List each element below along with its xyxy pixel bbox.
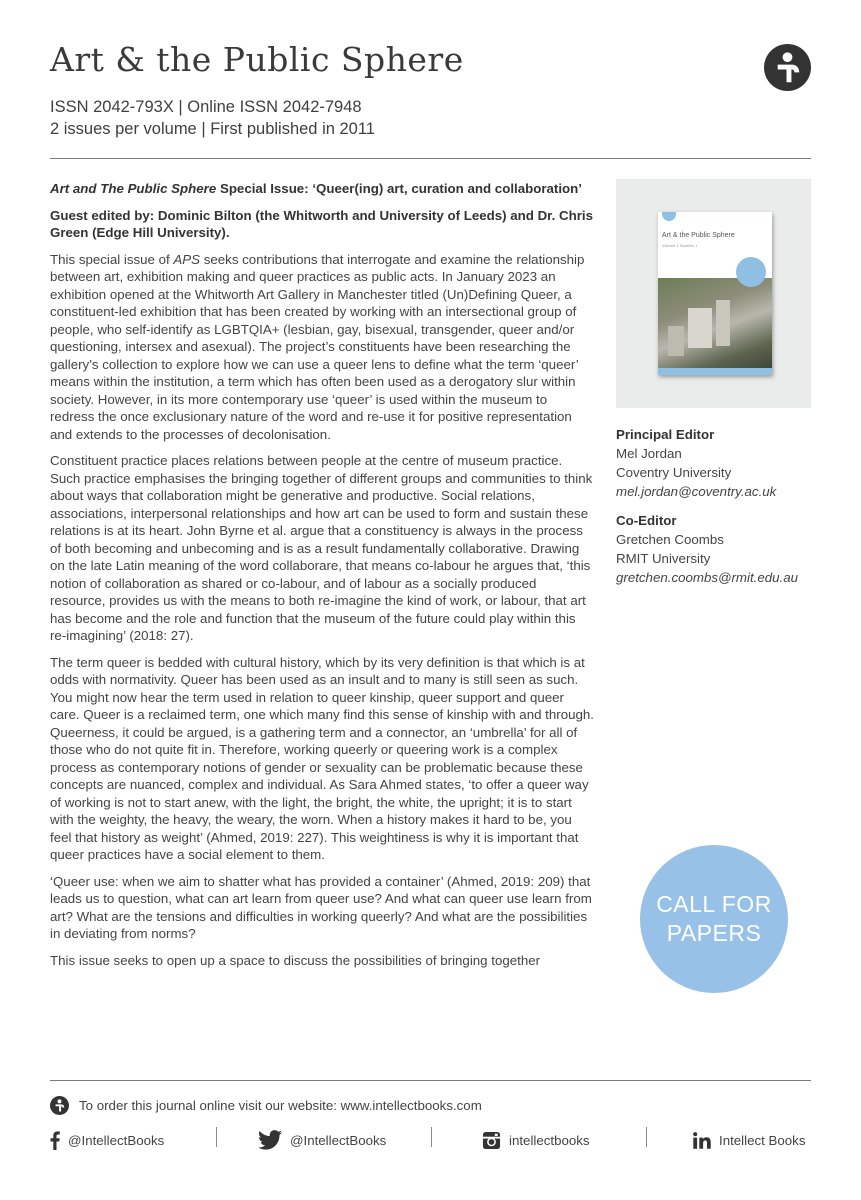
cover-title: Art & the Public Sphere [662, 232, 735, 239]
twitter-handle: @IntellectBooks [290, 1132, 387, 1148]
twitter-icon [258, 1130, 282, 1150]
co-editor-affiliation: RMIT University [616, 551, 711, 566]
cover-photo-shape [668, 326, 684, 356]
cover-photo [658, 278, 772, 368]
facebook-handle: @IntellectBooks [68, 1132, 165, 1148]
instagram-link[interactable] [482, 1128, 590, 1152]
cover-tab [662, 212, 676, 221]
intellect-logo-icon [50, 1096, 69, 1115]
cover-subtitle: Volume 1 Number 1 [662, 243, 698, 248]
linkedin-handle: Intellect Books [719, 1132, 806, 1148]
linkedin-icon [693, 1132, 711, 1149]
facebook-link[interactable] [50, 1128, 164, 1152]
footer-separator [216, 1127, 217, 1147]
footer-separator [646, 1127, 647, 1147]
cover-footer-bar [658, 368, 772, 375]
frequency-line: 2 issues per volume | First published in 2011 [50, 120, 375, 138]
paragraph-5: This issue seeks to open up a space to discuss the possibilities of bringing together [50, 952, 541, 968]
instagram-icon [482, 1131, 501, 1150]
co-editor-name: Gretchen Coombs [616, 532, 724, 547]
principal-editor-label: Principal Editor [616, 427, 715, 442]
paragraph-1-lead: This special issue of [50, 251, 174, 267]
call-for-papers-badge [640, 845, 788, 993]
journal-info [50, 96, 375, 140]
paragraph-3: The term queer is bedded with cultural history, which by its very definition is that which is at odds with normativity. Queer has been used as an insult and to many is still seen as such. You might now hear the term used in relation to queer kinship, queer support and queer care. Queer is a reclaimed term, one which many find this sense of kinship with and through. Queerness, it could be argued, is a gathering term and a connector, an ‘umbrella’ for all of those who do not quite fit in. Therefore, working queerly or queering work is a complex process as contemporary notions of gender or sexuality can be problematic because these concepts are nuanced, complex and individual. As Sara Ahmed states, ‘to offer a queer way of working is not to start anew, with the light, the bright, the white, the upright; it is to start with the weighty, the heavy, the weary, the worn. When a history makes it hard to be, you feel that history as weight’ (Ahmed, 2019: 227). This weightiness is why it is important that queer practices have a social element to them. [50, 654, 594, 862]
cover-photo-shape [716, 300, 730, 346]
facebook-icon [50, 1131, 60, 1150]
paragraph-1 [50, 251, 595, 444]
order-website-link[interactable]: To order this journal online visit our website: www.intellectbooks.com [79, 1097, 482, 1113]
paragraph-1-rest: seeks contributions that interrogate and examine the relationship between art, exhibition making and queer practices as public acts. In January 2023 an exhibition opened at the Whitworth Art Gallery in Manchester titled (Un)Defining Queer, a constituent-led exhibition that has been created by working with an intersectional group of people, who self-identify as LGBTQIA+ (lesbian, gay, bisexual, transgender, queer and/or questioning, intersex and asexual). The project’s constituents have been researching the gallery’s collection to explore how we can use a queer lens to define what the term ‘queer’ means within the institution, a term which has often been used as a derogatory slur within society. However, in its more contemporary use ‘queer’ is used within the museum to redress the once exclusionary nature of the word and re-use it for positive representation and extends to the processes of decolonisation. [50, 251, 585, 442]
principal-editor-block [616, 425, 776, 501]
cfp-line-2: PAPERS [666, 920, 762, 946]
journal-title: Art & the Public Sphere [50, 40, 464, 79]
co-editor-email[interactable]: gretchen.coombs@rmit.edu.au [616, 570, 799, 585]
linkedin-link[interactable] [693, 1128, 805, 1152]
paragraph-2: Constituent practice places relations between people at the centre of museum practice. Such practice emphasises the bringing together of different groups and communities to think about ways that collaboration might be generative and productive. Social relations, associations, interpersonal relationships and how art can be used to form and sustain these relations is at its heart. John Byrne et al. argue that a constituency is always in the process of both becoming and unbecoming and is as a result fundamentally collaborative. Drawing on the late Latin meaning of the word collaborare, that means co-labour he argues that, ‘this notion of collaboration as shared or co-labour, and of labour as a socially produced resource, provides us with the means to both re-imagine the kind of work, or labour, that art has become and the role and function that the museum of the future could play within this re-imagining’ (2018: 27). [50, 453, 593, 643]
journal-cover-panel [616, 179, 811, 408]
call-for-papers-body [50, 180, 595, 978]
intellect-logo-icon [764, 44, 811, 91]
journal-cover-image [658, 212, 772, 375]
paragraph-1-italic: APS [173, 251, 201, 267]
principal-editor-email[interactable]: mel.jordan@coventry.ac.uk [616, 484, 777, 499]
cfp-line-1: CALL FOR [656, 891, 772, 917]
principal-editor-name: Mel Jordan [616, 446, 682, 461]
issn-line: ISSN 2042-793X | Online ISSN 2042-7948 [50, 98, 362, 116]
co-editor-label: Co-Editor [616, 513, 677, 528]
call-for-papers-text [654, 890, 774, 948]
footer-separator [431, 1127, 432, 1147]
principal-editor-affiliation: Coventry University [616, 465, 732, 480]
cover-badge [736, 257, 766, 287]
journal-name-italic: Art and The Public Sphere [50, 181, 217, 196]
special-issue-title-rest: Special Issue: ‘Queer(ing) art, curation and collaboration’ [216, 181, 582, 196]
co-editor-block [616, 511, 798, 587]
twitter-link[interactable] [258, 1128, 386, 1152]
special-issue-title [50, 180, 595, 198]
footer-divider [50, 1080, 811, 1081]
cover-photo-shape [688, 308, 712, 348]
guest-editors: Guest edited by: Dominic Bilton (the Whitworth and University of Leeds) and Dr. Chris Green (Edge Hill University). [50, 207, 593, 240]
paragraph-4: ‘Queer use: when we aim to shatter what has provided a container’ (Ahmed, 2019: 209) that leads us to question, what can art learn from queer use? And what can queer use learn from art? What are the tensions and difficulties in working queerly? And what are the possibilities in deviating from norms? [50, 873, 592, 941]
order-row [50, 1093, 482, 1117]
header-divider [50, 158, 811, 159]
instagram-handle: intellectbooks [509, 1132, 590, 1148]
